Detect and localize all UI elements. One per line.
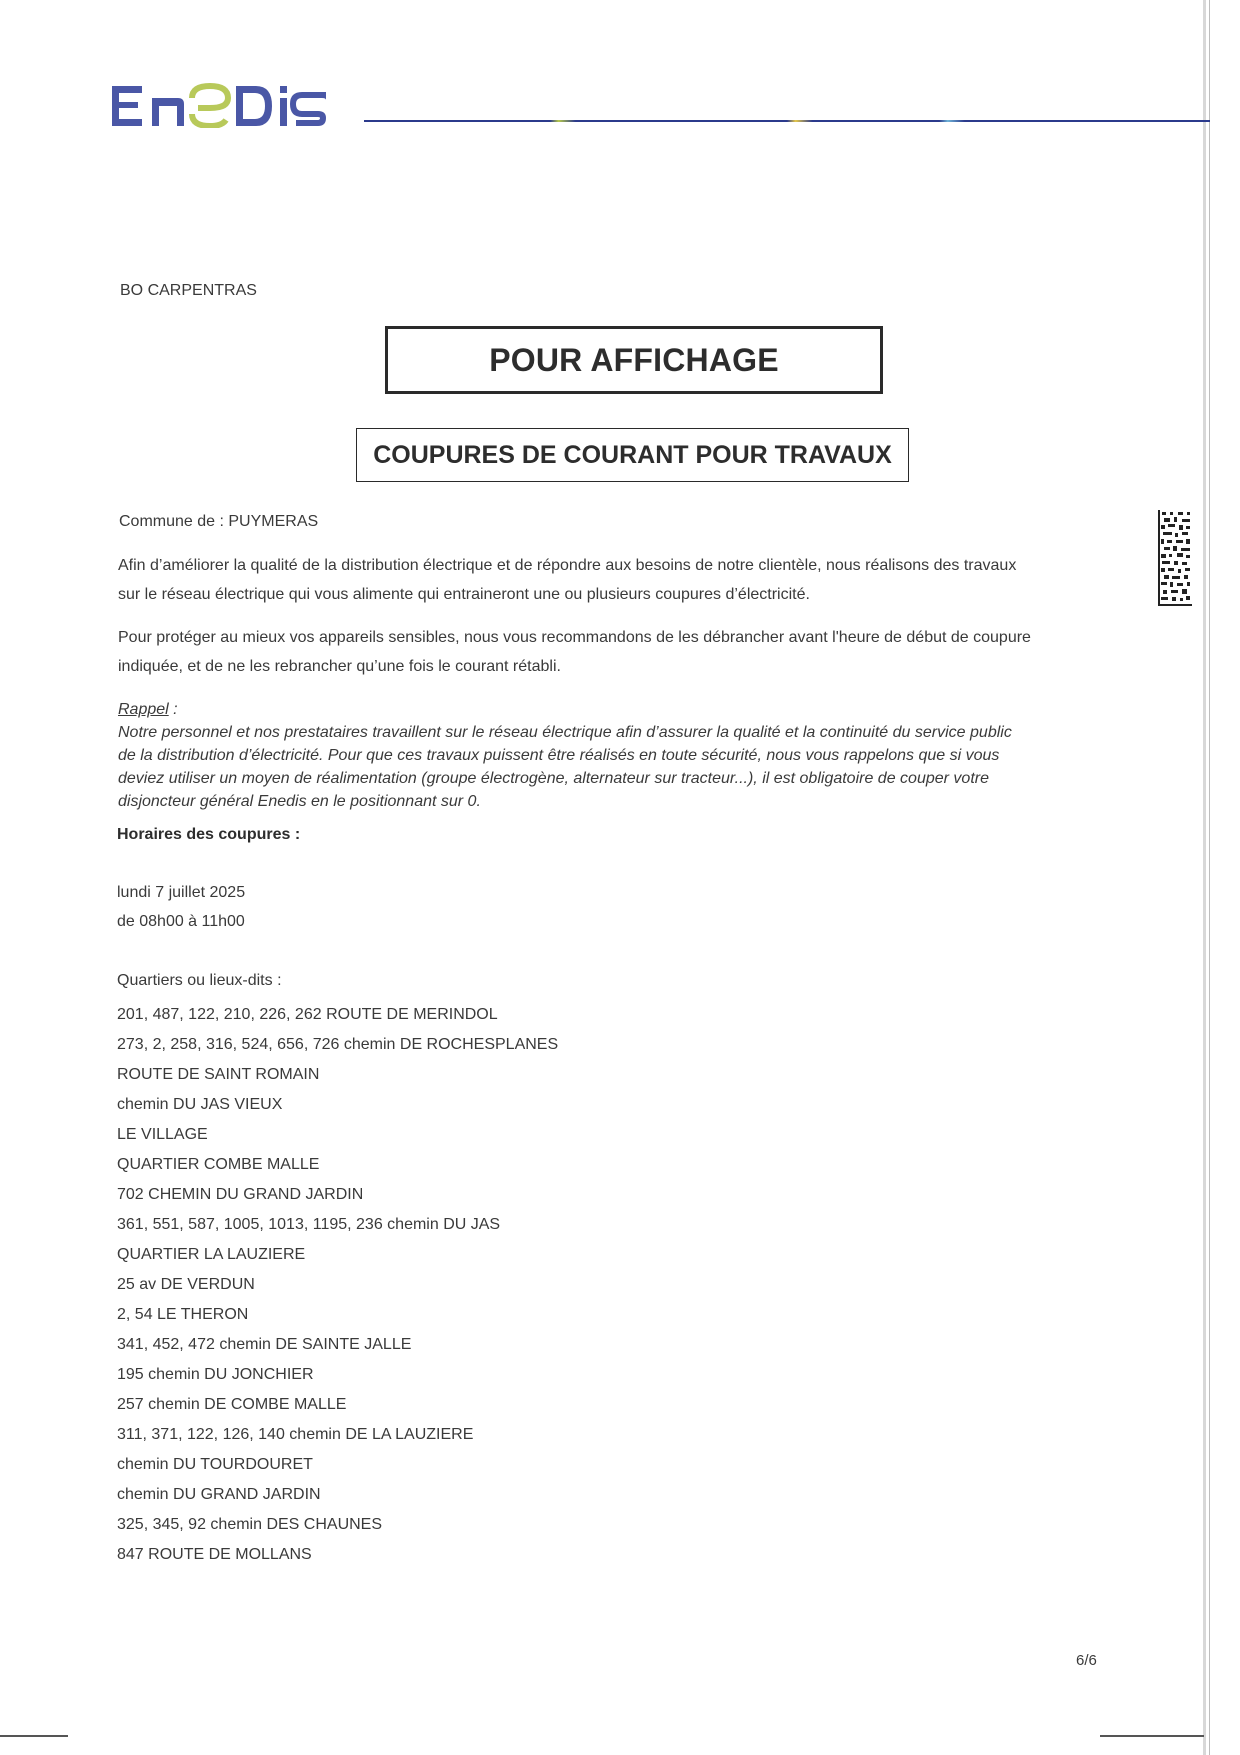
page-edge-shadow [1209,0,1210,1755]
list-item: chemin DU GRAND JARDIN [117,1486,321,1503]
paragraph-line: Afin d’améliorer la qualité de la distribution électrique et de répondre aux besoins de notre clientèle, nous réalisons des travaux [118,557,1017,574]
list-item: chemin DU TOURDOURET [117,1456,313,1473]
outage-time: de 08h00 à 11h00 [117,913,245,930]
enedis-logo [112,78,346,128]
list-item: chemin DU JAS VIEUX [117,1096,283,1113]
list-item: 201, 487, 122, 210, 226, 262 ROUTE DE MERINDOL [117,1006,498,1023]
quartiers-heading: Quartiers ou lieux-dits : [117,972,282,989]
commune-label: Commune de : PUYMERAS [119,513,319,530]
list-item: QUARTIER COMBE MALLE [117,1156,320,1173]
paragraph-line: indiquée, et de ne les rebrancher qu’une fois le courant rétabli. [118,658,561,675]
list-item: 325, 345, 92 chemin DES CHAUNES [117,1516,383,1533]
page-subtitle: COUPURES DE COURANT POUR TRAVAUX [356,428,909,482]
horaires-heading: Horaires des coupures : [117,826,301,843]
page-number: 6/6 [1076,1652,1097,1669]
list-item: 311, 371, 122, 126, 140 chemin DE LA LAUZIERE [117,1426,474,1443]
list-item: 847 ROUTE DE MOLLANS [117,1546,312,1563]
datamatrix-barcode-icon [1158,510,1192,606]
rappel-line: Notre personnel et nos prestataires travaillent sur le réseau électrique afin d’assurer la qualité et la continuité du service public [118,724,1012,741]
rappel-line: deviez utiliser un moyen de réalimentation (groupe électrogène, alternateur sur tracteur...), il est obligatoire de couper votre [118,770,989,787]
list-item: 273, 2, 258, 316, 524, 656, 726 chemin DE ROCHESPLANES [117,1036,559,1053]
list-item: 257 chemin DE COMBE MALLE [117,1396,347,1413]
list-item: 2, 54 LE THERON [117,1306,249,1323]
scan-mark-left [0,1735,68,1737]
scan-mark-right [1100,1735,1204,1737]
paragraph-line: Pour protéger au mieux vos appareils sensibles, nous vous recommandons de les débrancher avant l'heure de début de coupure [118,629,1031,646]
list-item: LE VILLAGE [117,1126,208,1143]
list-item: 25 av DE VERDUN [117,1276,255,1293]
advice-paragraph [118,623,1118,681]
office-name: BO CARPENTRAS [120,282,257,299]
header-rule [364,120,1210,122]
rappel-line: de la distribution d’électricité. Pour que ces travaux puissent être réalisés en toute sécurité, nous vous rappelons que si vous [118,747,1000,764]
list-item: ROUTE DE SAINT ROMAIN [117,1066,320,1083]
list-item: 702 CHEMIN DU GRAND JARDIN [117,1186,364,1203]
paragraph-line: sur le réseau électrique qui vous alimente qui entraineront une ou plusieurs coupures d’électricité. [118,586,810,603]
list-item: QUARTIER LA LAUZIERE [117,1246,306,1263]
rappel-colon: : [168,701,178,718]
rappel-line: disjoncteur général Enedis en le positionnant sur 0. [118,793,481,810]
outage-date: lundi 7 juillet 2025 [117,884,246,901]
list-item: 341, 452, 472 chemin DE SAINTE JALLE [117,1336,412,1353]
list-item: 195 chemin DU JONCHIER [117,1366,314,1383]
list-item: 361, 551, 587, 1005, 1013, 1195, 236 chemin DU JAS [117,1216,501,1233]
rappel-block [118,698,1118,813]
rappel-label: Rappel [118,701,169,718]
intro-paragraph [118,551,1118,609]
quartiers-list [117,1000,558,1570]
page-title: POUR AFFICHAGE [385,326,883,394]
page-edge [1203,0,1206,1755]
